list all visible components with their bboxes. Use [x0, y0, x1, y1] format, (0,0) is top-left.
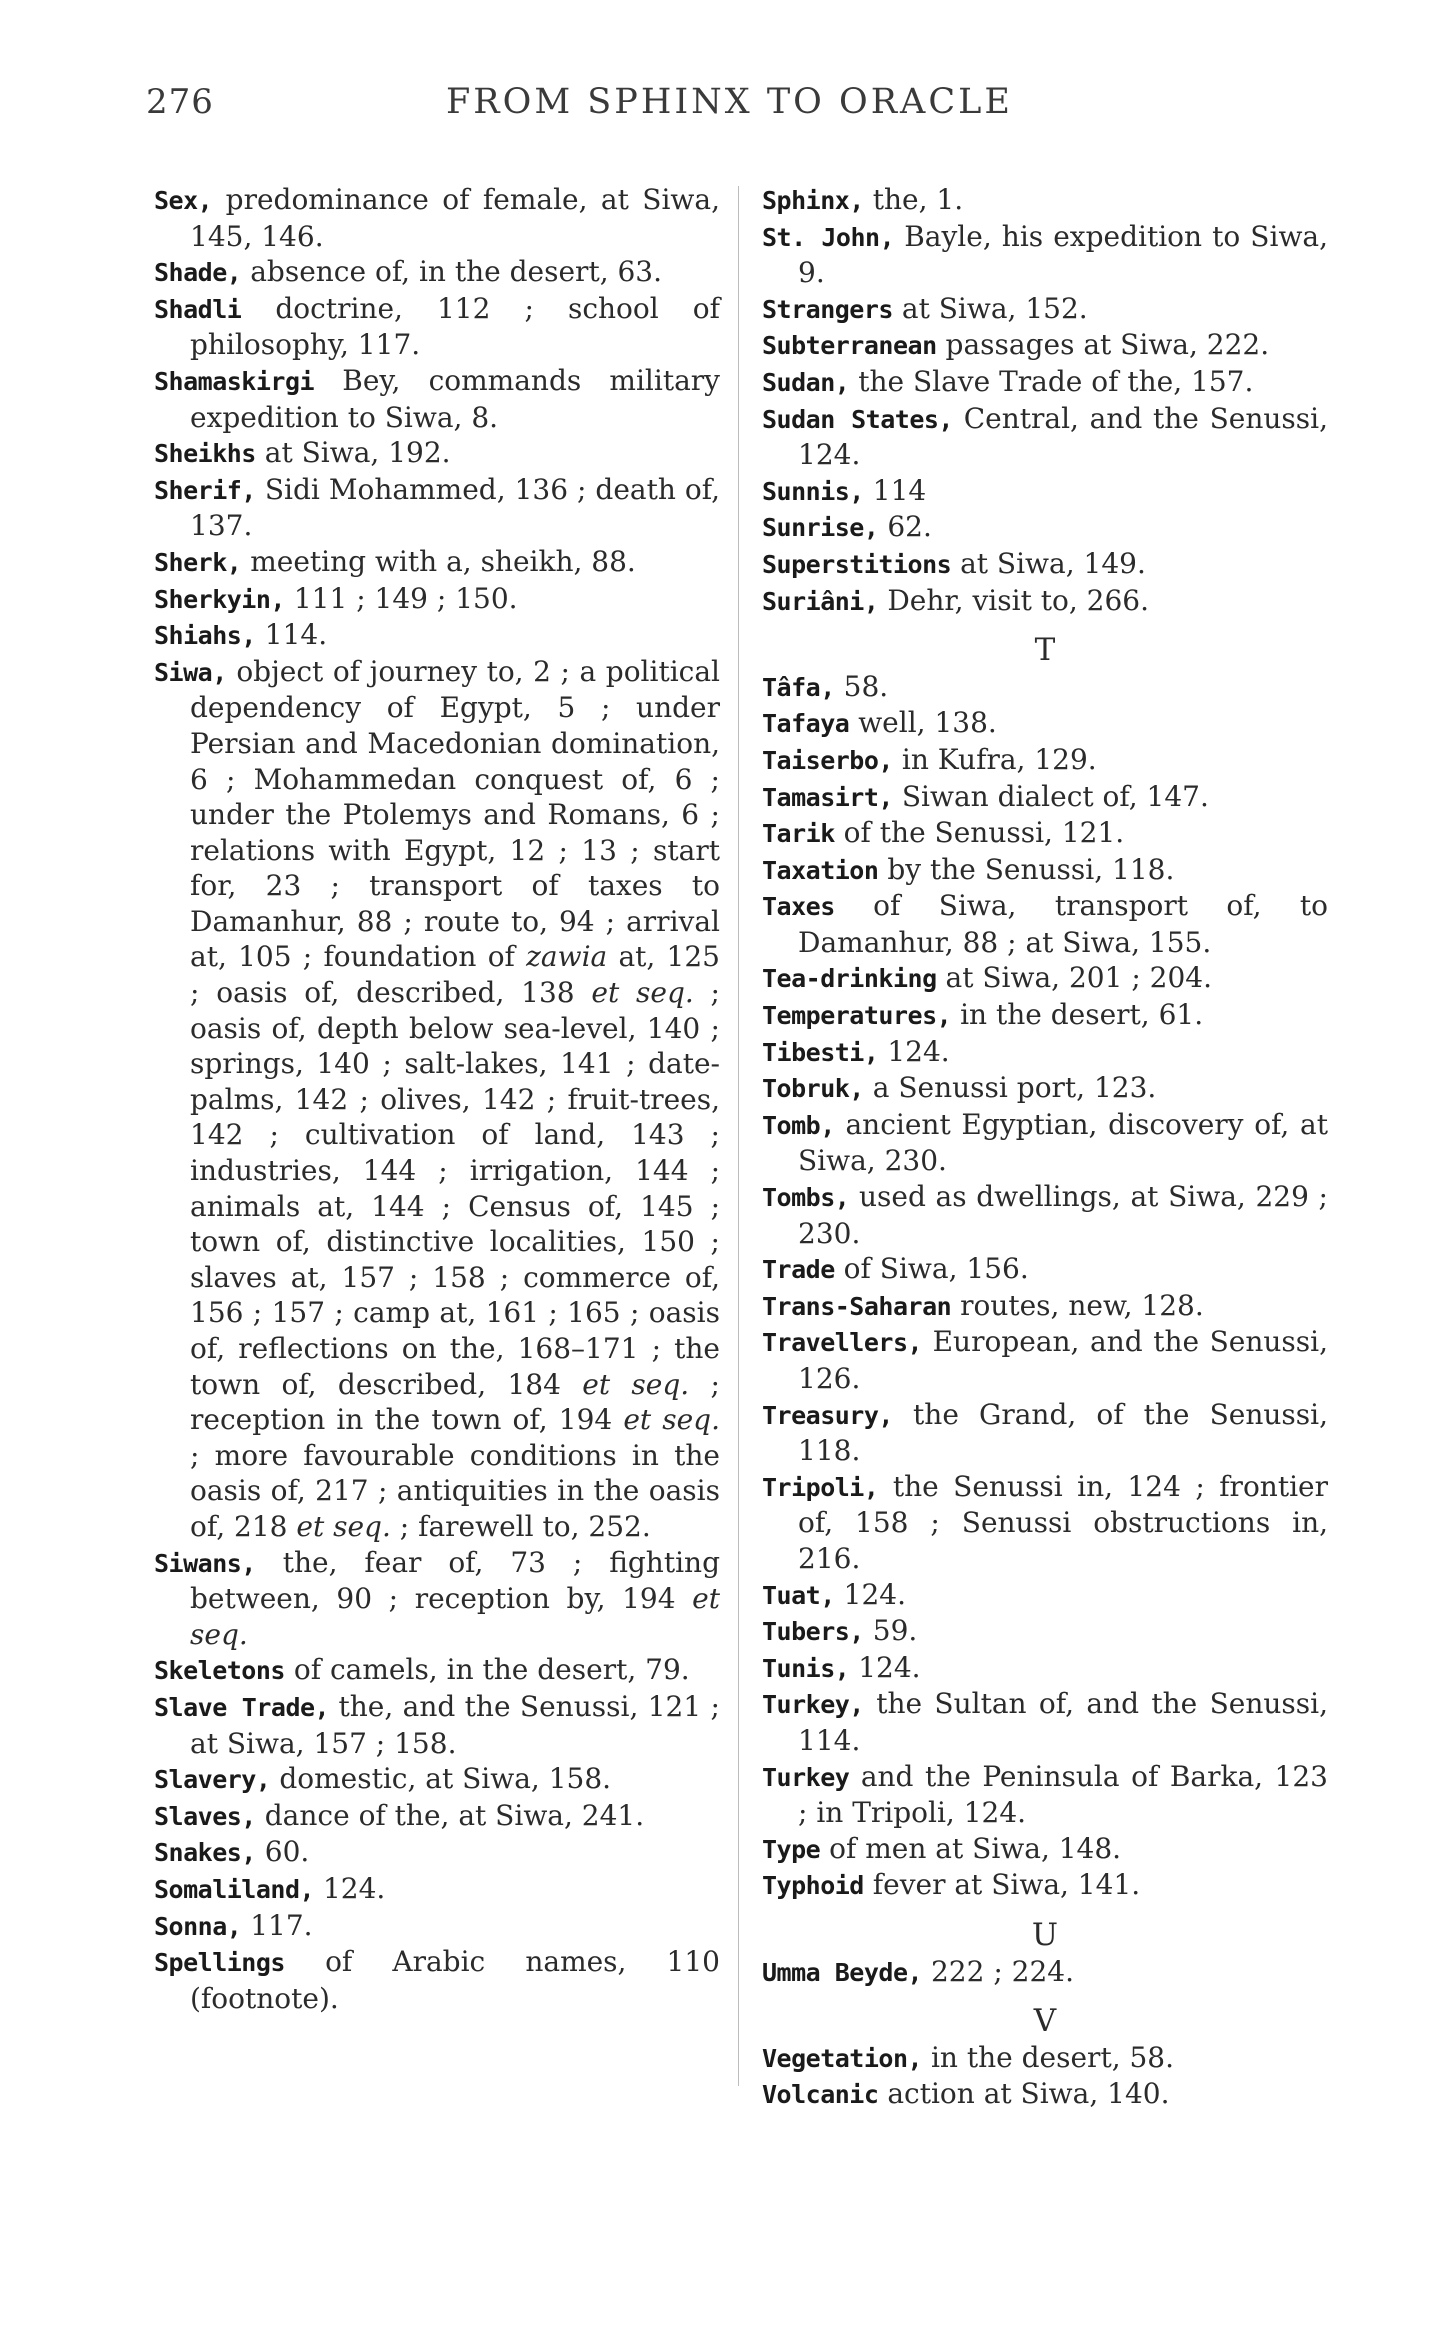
entry-text: at Siwa, 201 ; 204.	[936, 961, 1212, 995]
entry-headword: Somaliland,	[154, 1874, 315, 1904]
index-entry	[154, 182, 720, 254]
entry-headword: Shamaskirgi	[154, 366, 315, 396]
entry-headword: Tibesti,	[762, 1037, 879, 1067]
entry-text: meeting with a, sheikh, 88.	[241, 544, 636, 578]
index-entry	[762, 1251, 1328, 1288]
index-entry	[762, 401, 1328, 473]
index-entry	[154, 544, 720, 581]
entry-headword: Skeletons	[154, 1656, 285, 1686]
entry-headword: Tripoli,	[762, 1472, 879, 1502]
index-entry	[762, 473, 1328, 510]
entry-headword: Sudan,	[762, 367, 850, 397]
index-entry	[154, 291, 720, 363]
entry-italic: et seq.	[582, 1367, 690, 1401]
entry-headword: Sherkyin,	[154, 584, 285, 614]
entry-text: the, 1.	[863, 183, 964, 216]
entry-text: passages at Siwa, 222.	[936, 328, 1270, 362]
entry-headword: Taiserbo,	[762, 745, 893, 775]
entry-text: 222 ; 224.	[922, 1954, 1074, 1988]
entry-text: at Siwa, 152.	[892, 291, 1088, 325]
entry-headword: Treasury,	[762, 1400, 893, 1430]
index-entry	[762, 1954, 1328, 1991]
entry-text: doctrine, 112 ; school of philosophy, 117.	[190, 291, 720, 362]
entry-text: 117.	[241, 1908, 313, 1942]
index-entry	[154, 1908, 720, 1945]
entry-headword: Temperatures,	[762, 1001, 952, 1031]
entry-headword: Type	[762, 1834, 821, 1864]
entry-text: European, and the Senussi, 126.	[798, 1325, 1328, 1395]
index-entry	[762, 1288, 1328, 1325]
entry-headword: Shadli	[154, 294, 242, 324]
entry-headword: Umma Beyde,	[762, 1957, 923, 1987]
index-entry	[762, 779, 1328, 816]
entry-text: of Arabic names, 110 (footnote).	[190, 1945, 720, 2015]
entry-headword: Sherk,	[154, 547, 242, 577]
entry-text: absence of, in the desert, 63.	[241, 255, 663, 289]
entry-headword: Sudan States,	[762, 404, 953, 434]
entry-text: ; farewell to, 252.	[390, 1509, 651, 1543]
index-entry	[154, 254, 720, 291]
entry-italic: et seq.	[296, 1509, 391, 1543]
entry-headword: Subterranean	[762, 331, 937, 361]
index-entry	[762, 327, 1328, 364]
index-entry	[154, 1944, 720, 2016]
index-entry	[762, 1577, 1328, 1614]
entry-headword: Sex,	[154, 186, 213, 215]
entry-text: 124.	[849, 1650, 921, 1684]
entry-text: Sidi Mohammed, 136 ; death of, 137.	[190, 472, 720, 543]
index-entry	[762, 2040, 1328, 2077]
index-entry	[762, 1867, 1328, 1904]
entry-headword: Slavery,	[154, 1765, 271, 1795]
entry-text: of Siwa, 156.	[834, 1252, 1029, 1286]
entry-headword: Sunrise,	[762, 513, 879, 543]
index-entry	[154, 472, 720, 544]
entry-text: ; reception in the town of, 194	[190, 1367, 720, 1437]
entry-headword: Vegetation,	[762, 2043, 923, 2073]
index-entry	[154, 1689, 720, 1761]
entry-headword: Sphinx,	[762, 186, 864, 215]
index-entry	[154, 1545, 720, 1653]
entry-text: in the desert, 61.	[951, 998, 1204, 1032]
entry-text: 62.	[878, 510, 932, 544]
page-header	[146, 82, 1256, 132]
entry-text: used as dwellings, at Siwa, 229 ; 230.	[798, 1180, 1328, 1250]
entry-text: the Grand, of the Senussi, 118.	[798, 1397, 1328, 1468]
index-entry	[762, 705, 1328, 742]
entry-headword: Typhoid	[762, 1871, 864, 1901]
entry-text: the, fear of, 73 ; fighting between, 90 ; reception by, 194	[190, 1545, 720, 1616]
index-entry	[154, 1834, 720, 1871]
entry-headword: Tuat,	[762, 1580, 835, 1610]
index-column-right	[762, 182, 1328, 2113]
index-entry	[762, 1107, 1328, 1179]
entry-text: Central, and the Senussi, 124.	[798, 401, 1329, 472]
index-entry	[762, 1650, 1328, 1687]
entry-headword: Travellers,	[762, 1328, 923, 1358]
index-entry	[762, 815, 1328, 852]
entry-text: in the desert, 58.	[922, 2040, 1175, 2074]
entry-headword: Tea-drinking	[762, 964, 937, 994]
index-entry	[762, 852, 1328, 889]
entry-text: the Senussi in, 124 ; frontier of, 158 ; Senussi obstructions in, 216.	[798, 1469, 1328, 1575]
entry-text: ; more favourable conditions in the oasis of, 217 ; antiquities in the oasis of, 218	[190, 1438, 720, 1543]
entry-text: action at Siwa, 140.	[878, 2077, 1170, 2111]
index-entry	[762, 1034, 1328, 1071]
index-entry	[154, 1652, 720, 1689]
entry-text: by the Senussi, 118.	[878, 852, 1175, 886]
entry-text: routes, new, 128.	[951, 1288, 1204, 1322]
entry-text: of men at Siwa, 148.	[820, 1831, 1122, 1865]
entry-text: well, 138.	[849, 706, 997, 740]
entry-text: 114.	[255, 618, 328, 652]
index-entry	[762, 960, 1328, 997]
entry-text: Dehr, visit to, 266.	[878, 583, 1149, 617]
entry-headword: Sunnis,	[762, 476, 864, 506]
entry-headword: Sherif,	[154, 475, 256, 505]
entry-text: of the Senussi, 121.	[834, 816, 1125, 850]
entry-headword: Slaves,	[154, 1801, 256, 1831]
entry-headword: Tombs,	[762, 1183, 850, 1213]
entry-text: fever at Siwa, 141.	[863, 1868, 1141, 1902]
index-entry	[762, 1397, 1328, 1469]
entry-headword: Siwa,	[154, 657, 227, 687]
entry-text: predominance of female, at Siwa, 145, 146.	[190, 183, 720, 253]
entry-headword: Taxation	[762, 855, 879, 885]
index-entry	[154, 435, 720, 472]
index-entry	[762, 669, 1328, 706]
column-divider	[738, 186, 739, 2086]
entry-headword: Volcanic	[762, 2080, 879, 2110]
index-entry	[762, 509, 1328, 546]
index-entry	[762, 1613, 1328, 1650]
entry-text: 60.	[255, 1835, 310, 1869]
index-entry	[154, 654, 720, 1545]
entry-headword: Strangers	[762, 294, 893, 324]
entry-text: a Senussi port, 123.	[863, 1071, 1157, 1105]
entry-text: dance of the, at Siwa, 241.	[255, 1798, 645, 1832]
entry-text: ; oasis of, depth below sea-level, 140 ; springs, 140 ; salt-lakes, 141 ; date-palms, 142 ; olives, 142 ; fruit-trees, 142 ; cultivation of land, 143 ; industries, 144 ; irrigation, 144 ; animals at, 144 ; Census of, 145 ; town of, distinctive localities, 150 ; slaves at, 157 ; 158 ; commerce of, 156 ; 157 ; camp at, 161 ; 165 ; oasis of, reflections on the, 168–171 ; the town of, described, 184	[190, 976, 720, 1401]
entry-italic: et seq.	[591, 976, 694, 1010]
entry-headword: Superstitions	[762, 549, 952, 579]
entry-headword: Tafaya	[762, 709, 850, 739]
entry-headword: Shiahs,	[154, 621, 256, 651]
index-entry	[762, 1469, 1328, 1577]
entry-headword: Slave Trade,	[154, 1692, 330, 1722]
entry-text: object of journey to, 2 ; a political dependency of Egypt, 5 ; under Persian and Macedonian domination, 6 ; Mohammedan conquest of, 6 ; under the Ptolemys and Romans, 6 ; relations with Egypt, 12 ; 13 ; start for, 23 ; transport of taxes to Damanhur, 88 ; route to, 94 ; arrival at, 105 ; foundation of	[190, 654, 720, 974]
entry-text: Bey, commands military expedition to Siwa, 8.	[190, 363, 720, 434]
entry-headword: Tobruk,	[762, 1074, 864, 1104]
index-entry	[762, 997, 1328, 1034]
entry-text: Siwan dialect of, 147.	[892, 779, 1209, 813]
entry-italic: zawia	[526, 940, 608, 974]
index-entry	[762, 888, 1328, 960]
entry-headword: Tarik	[762, 819, 835, 849]
page-number: 276	[146, 82, 214, 122]
index-entry	[762, 583, 1328, 620]
entry-headword: Turkey	[762, 1762, 850, 1792]
section-letter-u: U	[1031, 1916, 1059, 1953]
entry-text: 124.	[834, 1577, 907, 1611]
index-entry	[154, 1798, 720, 1835]
section-letter-t: T	[1034, 632, 1056, 669]
index-entry	[762, 364, 1328, 401]
index-entry	[154, 581, 720, 618]
entry-headword: Trans-Saharan	[762, 1291, 952, 1321]
entry-headword: Tunis,	[762, 1653, 850, 1683]
entry-text: 111 ; 149 ; 150.	[284, 581, 518, 615]
entry-text: of camels, in the desert, 79.	[284, 1653, 690, 1687]
index-entry	[762, 2076, 1328, 2113]
entry-text: at, 125 ; oasis of, described, 138	[190, 940, 720, 1010]
entry-text: and the Peninsula of Barka, 123 ; in Tripoli, 124.	[798, 1759, 1328, 1830]
entry-headword: Suriâni,	[762, 586, 879, 616]
entry-headword: Snakes,	[154, 1838, 256, 1868]
entry-text: 124.	[878, 1034, 950, 1068]
entry-text: the, and the Senussi, 121 ; at Siwa, 157 ; 158.	[190, 1689, 720, 1760]
entry-text: ancient Egyptian, discovery of, at Siwa, 230.	[798, 1107, 1328, 1178]
entry-text: Bayle, his expedition to Siwa, 9.	[798, 219, 1328, 290]
index-entry	[154, 617, 720, 654]
entry-text: 124.	[314, 1871, 386, 1905]
entry-text: 59.	[863, 1614, 918, 1648]
entry-headword: St. John,	[762, 222, 895, 252]
entry-text: 114	[863, 473, 927, 507]
entry-headword: Shade,	[154, 258, 242, 288]
entry-headword: Sonna,	[154, 1911, 242, 1941]
entry-text: the Sultan of, and the Senussi, 114.	[798, 1687, 1328, 1757]
index-entry	[154, 1761, 720, 1798]
running-title: FROM SPHINX TO ORACLE	[446, 82, 1013, 122]
index-entry	[762, 1324, 1328, 1396]
index-entry	[762, 1759, 1328, 1831]
entry-text: domestic, at Siwa, 158.	[270, 1762, 612, 1796]
entry-text: the Slave Trade of the, 157.	[849, 364, 1254, 398]
entry-text: at Siwa, 149.	[951, 546, 1146, 580]
entry-headword: Sheikhs	[154, 439, 256, 469]
entry-headword: Tamasirt,	[762, 782, 893, 812]
index-entry	[762, 546, 1328, 583]
entry-text: at Siwa, 192.	[255, 436, 451, 470]
index-entry	[762, 182, 1328, 219]
index-entry	[762, 1179, 1328, 1251]
index-entry	[762, 219, 1328, 291]
entry-headword: Tâfa,	[762, 672, 835, 702]
index-entry	[762, 291, 1328, 328]
index-entry	[762, 742, 1328, 779]
entry-headword: Trade	[762, 1255, 835, 1285]
index-entry	[154, 363, 720, 435]
entry-italic: et seq.	[190, 1582, 720, 1651]
index-entry	[762, 1070, 1328, 1107]
entry-text: 58.	[834, 669, 889, 703]
index-column-left	[154, 182, 720, 2016]
index-entry	[762, 1686, 1328, 1758]
entry-headword: Spellings	[154, 1948, 285, 1978]
entry-headword: Turkey,	[762, 1690, 864, 1720]
entry-headword: Siwans,	[154, 1548, 256, 1578]
section-letter-v: V	[1033, 2003, 1057, 2040]
entry-text: of Siwa, transport of, to Damanhur, 88 ; at Siwa, 155.	[798, 889, 1328, 959]
entry-headword: Tubers,	[762, 1617, 864, 1647]
entry-headword: Tomb,	[762, 1110, 835, 1140]
entry-italic: et seq.	[623, 1403, 720, 1437]
index-entry	[762, 1831, 1328, 1868]
index-entry	[154, 1871, 720, 1908]
entry-headword: Taxes	[762, 892, 835, 922]
entry-text: in Kufra, 129.	[892, 742, 1097, 776]
